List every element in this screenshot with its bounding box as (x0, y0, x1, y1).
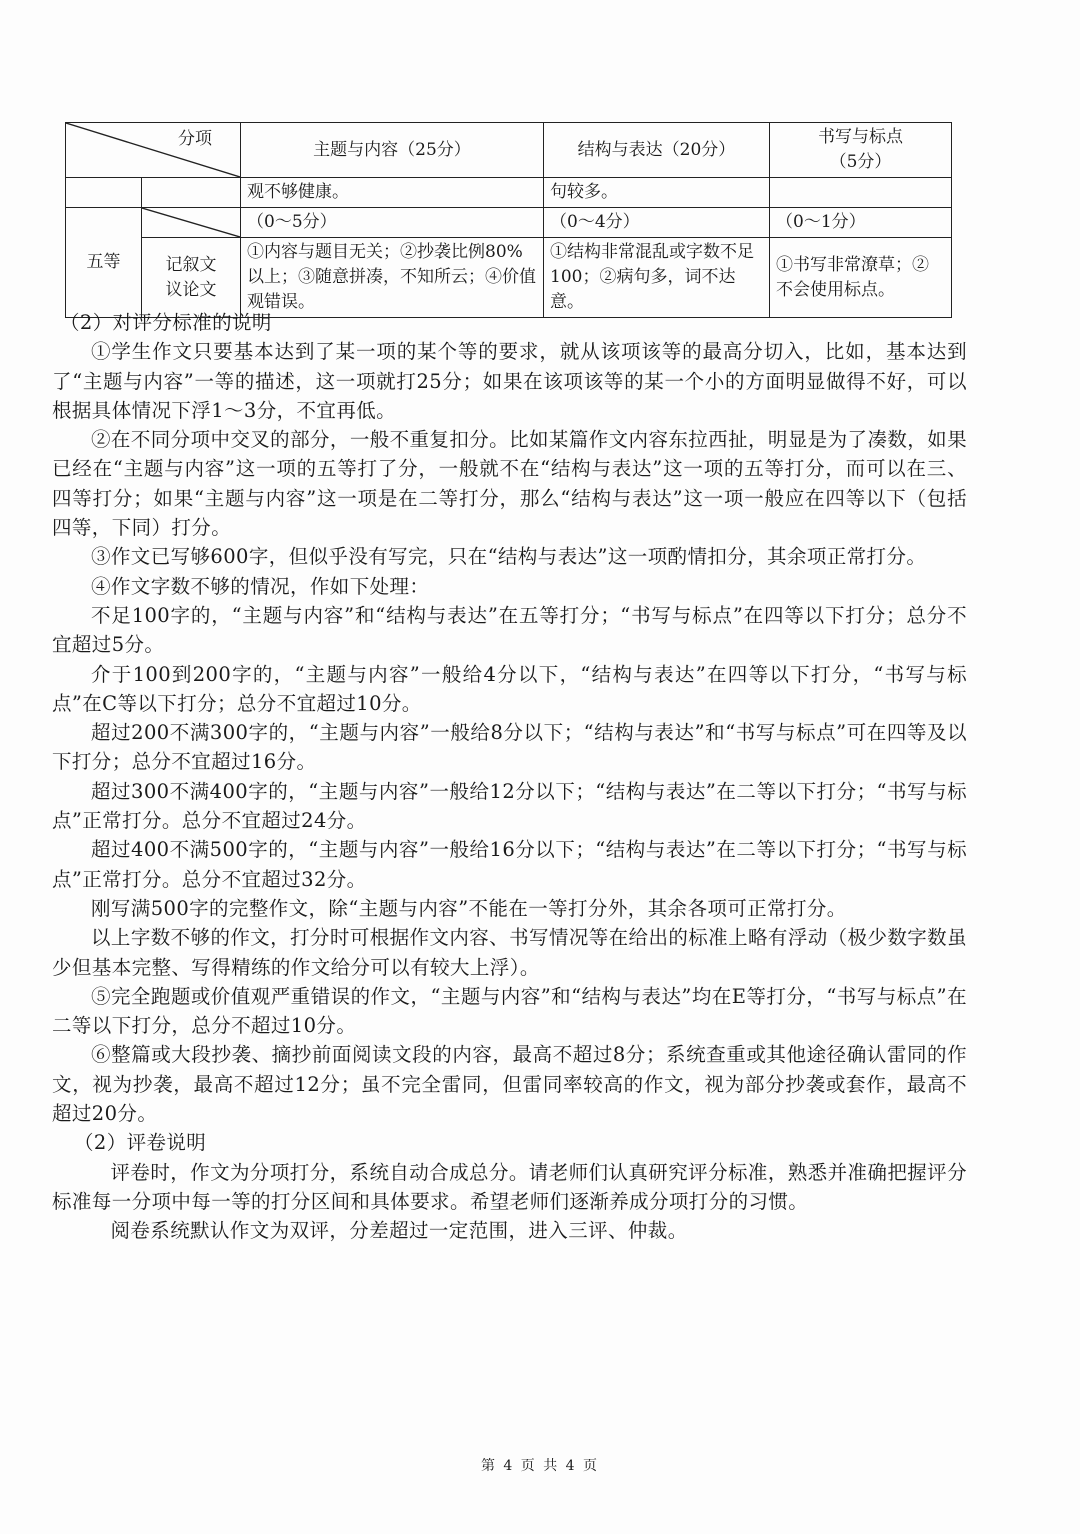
essay-type-cell (142, 238, 241, 318)
range-theme: （0～5分） (241, 208, 544, 238)
header-writing-line2: （5分） (829, 152, 892, 172)
paragraph: ③作文已写够600字，但似乎没有写完，只在“结构与表达”这一项酌情扣分，其余项正常打分。 (91, 545, 927, 569)
carry-blank-1 (66, 178, 142, 208)
paragraph: 阅卷系统默认作文为双评，分差超过一定范围，进入三评、仲裁。 (110, 1219, 688, 1243)
paragraph: 以上字数不够的作文，打分时可根据作文内容、书写情况等在给出的标准上略有浮动（极少数字数虽少但基本完整、写得精练的作文给分可以有较大上浮）。 (52, 926, 967, 979)
range-row (66, 208, 952, 238)
table-header-row (66, 123, 952, 178)
corner-label: 分项 (178, 129, 212, 149)
paragraph: ④作文字数不够的情况，作如下处理： (91, 574, 430, 598)
paragraph: 刚写满500字的完整作文，除“主题与内容”不能在一等打分外，其余各项可正常打分。 (91, 896, 847, 920)
desc-structure: ①结构非常混乱或字数不足100；②病句多，词不达意。 (544, 238, 770, 318)
paragraph: ②在不同分项中交叉的部分，一般不重复扣分。比如某篇作文内容东拉西扯，明显是为了凑数，如果已经在“主题与内容”这一项的五等打了分，一般就不在“结构与表达”这一项的五等打分，而可以在三、四等打分；如果“主题与内容”这一项是在二等打分，那么“结构与表达”这一项一般应在四等以下（包括四等，下同）打分。 (52, 428, 967, 540)
grade-five-cell: 五等 (66, 208, 142, 318)
paragraph: （2）评卷说明 (74, 1131, 207, 1155)
paragraph: 不足100字的，“主题与内容”和“结构与表达”在五等打分；“书写与标点”在四等以下打分；总分不宜超过5分。 (52, 603, 967, 657)
paragraph: ①学生作文只要基本达到了某一项的某个等的要求，就从该项该等的最高分切入，比如，基本达到了“主题与内容”一等的描述，这一项就打25分；如果在该项该等的某一个小的方面明显做得不好，可以根据具体情况下浮1～3分，不宜再低。 (52, 340, 967, 422)
header-theme-content: 主题与内容（25分） (241, 123, 544, 178)
paragraph: 超过300不满400字的，“主题与内容”一般给12分以下；“结构与表达”在二等以下打分；“书写与标点”正常打分。总分不宜超过24分。 (52, 779, 967, 833)
carry-text-2: 句较多。 (544, 178, 770, 208)
paragraph: 评卷时，作文为分项打分，系统自动合成总分。请老师们认真研究评分标准，熟悉并准确把握评分标准每一分项中每一等的打分区间和具体要求。希望老师们逐渐养成分项打分的习惯。 (52, 1160, 967, 1213)
diagonal-line (66, 123, 240, 177)
diagonal-line-small (142, 208, 240, 237)
header-writing-punctuation (770, 123, 952, 178)
grade-five-row (66, 238, 952, 318)
carry-text-1: 观不够健康。 (241, 178, 544, 208)
paragraph: 超过400不满500字的，“主题与内容”一般给16分以下；“结构与表达”在二等以下打分；“书写与标点”正常打分。总分不宜超过32分。 (52, 838, 967, 891)
paragraph: （2）对评分标准的说明 (60, 311, 272, 334)
table-corner-cell (66, 123, 241, 178)
carry-over-row (66, 178, 952, 208)
paragraph: 超过200不满300字的，“主题与内容”一般给8分以下；“结构与表达”和“书写与标点”可在四等及以下打分；总分不宜超过16分。 (52, 721, 967, 774)
carry-blank-2 (142, 178, 241, 208)
header-writing-line1: 书写与标点 (818, 127, 903, 147)
desc-writing: ①书写非常潦草；②不会使用标点。 (770, 238, 952, 318)
scoring-table (65, 122, 952, 318)
range-structure: （0～4分） (544, 208, 770, 238)
range-writing: （0～1分） (770, 208, 952, 238)
essay-type-narrative: 记叙文 (165, 254, 217, 275)
essay-type-argumentative: 议论文 (165, 279, 217, 300)
paragraph: ⑤完全跑题或价值观严重错误的作文，“主题与内容”和“结构与表达”均在E等打分，“书写与标点”在二等以下打分，总分不超过10分。 (52, 984, 967, 1038)
body-text (52, 308, 967, 1246)
page-footer: 第 4 页 共 4 页 (480, 1458, 600, 1474)
paragraph: ⑥整篇或大段抄袭、摘抄前面阅读文段的内容，最高不超过8分；系统查重或其他途径确认雷同的作文，视为抄袭，最高不超过12分；虽不完全雷同，但雷同率较高的作文，视为部分抄袭或套作，最高不超过20分。 (52, 1043, 967, 1126)
header-structure-expression: 结构与表达（20分） (544, 123, 770, 178)
range-diag-cell (142, 208, 241, 238)
desc-theme: ①内容与题目无关；②抄袭比例80%以上；③随意拼凑，不知所云；④价值观错误。 (241, 238, 544, 318)
carry-blank-3 (770, 178, 952, 208)
paragraph: 介于100到200字的，“主题与内容”一般给4分以下，“结构与表达”在四等以下打分，“书写与标点”在C等以下打分；总分不宜超过10分。 (52, 662, 967, 715)
